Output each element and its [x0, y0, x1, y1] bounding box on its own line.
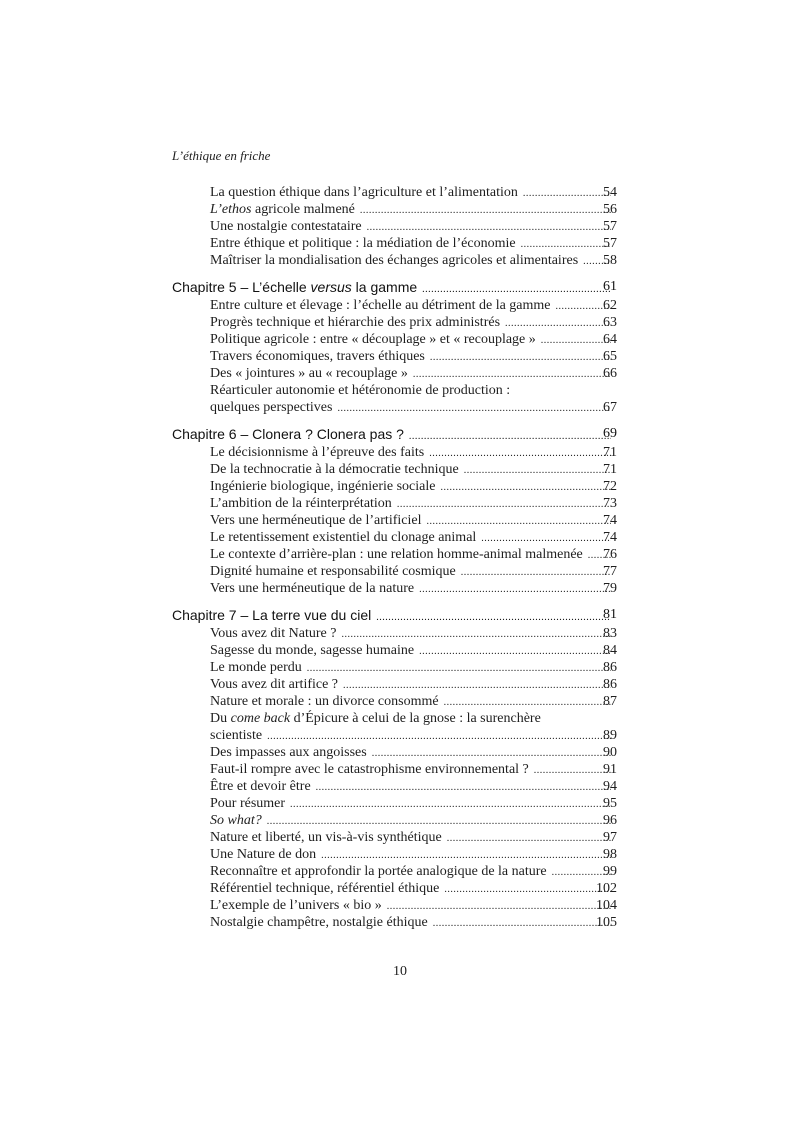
- toc-entry: Vers une herméneutique de la nature ..... 79: [172, 580, 617, 597]
- running-head: L’éthique en friche: [172, 148, 271, 163]
- toc-entry: Nostalgie champêtre, nostalgie éthique ..... 105: [172, 914, 617, 931]
- toc-entry: So what? ..... 96: [172, 812, 617, 829]
- toc-entry: Une nostalgie contestataire ..... 57: [172, 218, 617, 235]
- toc-entry: Ingénierie biologique, ingénierie sociale ..... 72: [172, 478, 617, 495]
- toc-entry: Faut-il rompre avec le catastrophisme environnemental ? ..... 91: [172, 761, 617, 778]
- toc-entry: Le décisionnisme à l’épreuve des faits ..... 71: [172, 444, 617, 461]
- toc-entry: Dignité humaine et responsabilité cosmique ..... 77: [172, 563, 617, 580]
- toc-entry: L’ethos agricole malmené ..... 56: [172, 201, 617, 218]
- toc-entry-line: Du come back d’Épicure à celui de la gnose : la surenchère: [210, 711, 541, 726]
- toc-entry: De la technocratie à la démocratie technique ..... 71: [172, 461, 617, 478]
- toc-entry: Progrès technique et hiérarchie des prix administrés ..... 63: [172, 314, 617, 331]
- chapter-5-heading: Chapitre 5 – L’échelle versus la gamme ..... 61: [172, 278, 617, 296]
- toc-entry: Sagesse du monde, sagesse humaine ..... 84: [172, 642, 617, 659]
- toc-entry: Vous avez dit Nature ? ..... 83: [172, 625, 617, 642]
- toc-entry: Être et devoir être ..... 94: [172, 778, 617, 795]
- toc-entry: La question éthique dans l’agriculture et l’alimentation ..... 54: [172, 184, 617, 201]
- toc-entry: Des impasses aux angoisses ..... 90: [172, 744, 617, 761]
- toc-entry: Des « jointures » au « recouplage » ..... 66: [172, 365, 617, 382]
- toc-entry: Nature et liberté, un vis-à-vis synthétique ..... 97: [172, 829, 617, 846]
- toc-entry: Le monde perdu ..... 86: [172, 659, 617, 676]
- toc-entry: Entre culture et élevage : l’échelle au détriment de la gamme ..... 62: [172, 297, 617, 314]
- table-of-contents: [172, 184, 617, 931]
- toc-entry: scientiste ..... 89: [172, 727, 617, 744]
- toc-entry: Pour résumer ..... 95: [172, 795, 617, 812]
- toc-entry: L’ambition de la réinterprétation ..... 73: [172, 495, 617, 512]
- toc-entry: Maîtriser la mondialisation des échanges agricoles et alimentaires ..... 58: [172, 252, 617, 269]
- toc-entry: Une Nature de don ..... 98: [172, 846, 617, 863]
- toc-entry-line: Réarticuler autonomie et hétéronomie de production :: [210, 383, 511, 398]
- toc-entry: Vers une herméneutique de l’artificiel ..... 74: [172, 512, 617, 529]
- toc-entry: Le retentissement existentiel du clonage animal ..... 74: [172, 529, 617, 546]
- toc-entry: Politique agricole : entre « découplage » et « recouplage » ..... 64: [172, 331, 617, 348]
- toc-entry: quelques perspectives ..... 67: [172, 399, 617, 416]
- toc-entry: L’exemple de l’univers « bio » ..... 104: [172, 897, 617, 914]
- toc-entry: Travers économiques, travers éthiques ..... 65: [172, 348, 617, 365]
- page-number: 10: [393, 964, 407, 979]
- chapter-6-heading: Chapitre 6 – Clonera ? Clonera pas ? ..... 69: [172, 425, 617, 443]
- chapter-7-heading: Chapitre 7 – La terre vue du ciel ..... 81: [172, 606, 617, 624]
- toc-entry: Entre éthique et politique : la médiation de l’économie ..... 57: [172, 235, 617, 252]
- toc-entry: Le contexte d’arrière-plan : une relation homme-animal malmenée ..... 76: [172, 546, 617, 563]
- toc-entry: Nature et morale : un divorce consommé ..... 87: [172, 693, 617, 710]
- toc-entry: Référentiel technique, référentiel éthique ..... 102: [172, 880, 617, 897]
- toc-entry: Reconnaître et approfondir la portée analogique de la nature ..... 99: [172, 863, 617, 880]
- toc-entry: Vous avez dit artifice ? ..... 86: [172, 676, 617, 693]
